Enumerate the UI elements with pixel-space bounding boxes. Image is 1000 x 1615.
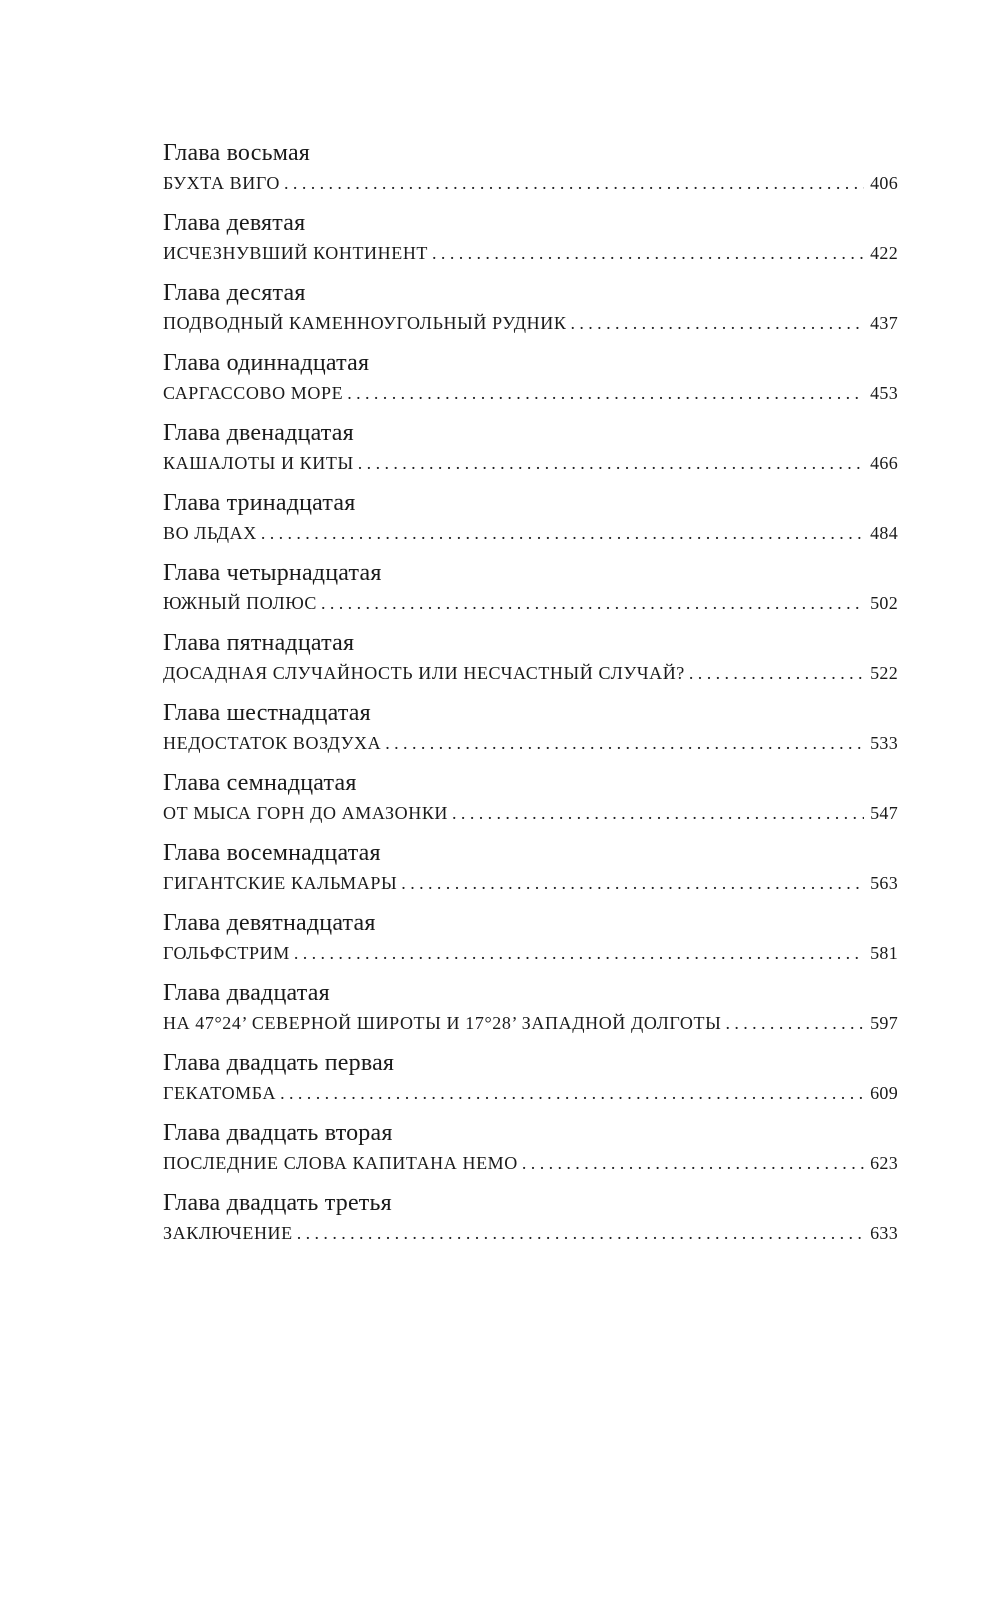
page-number: 437 bbox=[870, 313, 898, 333]
page-number: 522 bbox=[870, 663, 898, 683]
page-number: 466 bbox=[870, 453, 898, 473]
dot-leader bbox=[689, 661, 864, 685]
chapter-label: Глава девятая bbox=[163, 210, 306, 236]
dot-leader bbox=[280, 1081, 864, 1105]
dot-leader bbox=[725, 1011, 864, 1035]
dot-leader bbox=[321, 591, 864, 615]
toc-entry[interactable] bbox=[163, 348, 898, 418]
page-number: 563 bbox=[870, 873, 898, 893]
page-number: 533 bbox=[870, 733, 898, 753]
dot-leader bbox=[570, 311, 864, 335]
toc-entry[interactable] bbox=[163, 418, 898, 488]
page-number: 623 bbox=[870, 1153, 898, 1173]
chapter-title: БУХТА ВИГО bbox=[163, 173, 281, 193]
toc-entry[interactable] bbox=[163, 908, 898, 978]
chapter-line bbox=[163, 381, 898, 405]
toc-entry[interactable] bbox=[163, 1118, 898, 1188]
dot-leader bbox=[401, 871, 864, 895]
chapter-label: Глава восьмая bbox=[163, 140, 311, 166]
toc-entry[interactable] bbox=[163, 488, 898, 558]
dot-leader bbox=[284, 171, 864, 195]
page-number: 406 bbox=[870, 173, 898, 193]
dot-leader bbox=[297, 1221, 864, 1245]
chapter-title: ВО ЛЬДАХ bbox=[163, 523, 257, 543]
chapter-label: Глава девятнадцатая bbox=[163, 910, 376, 936]
dot-leader bbox=[358, 451, 864, 475]
page-number: 422 bbox=[870, 243, 898, 263]
chapter-title: ИСЧЕЗНУВШИЙ КОНТИНЕНТ bbox=[163, 243, 429, 263]
chapter-label: Глава двенадцатая bbox=[163, 420, 354, 446]
chapter-title: НА 47°24’ СЕВЕРНОЙ ШИРОТЫ И 17°28’ ЗАПАДНОЙ ДОЛГОТЫ bbox=[163, 1013, 722, 1033]
toc-entry[interactable] bbox=[163, 978, 898, 1048]
chapter-label: Глава десятая bbox=[163, 280, 306, 306]
chapter-line bbox=[163, 451, 898, 475]
chapter-line bbox=[163, 521, 898, 545]
chapter-title: ОТ МЫСА ГОРН ДО АМАЗОНКИ bbox=[163, 803, 449, 823]
chapter-line bbox=[163, 1151, 898, 1175]
chapter-label: Глава двадцать третья bbox=[163, 1190, 392, 1216]
toc-entry[interactable] bbox=[163, 208, 898, 278]
page-number: 581 bbox=[870, 943, 898, 963]
toc-entry[interactable] bbox=[163, 1188, 898, 1258]
dot-leader bbox=[294, 941, 864, 965]
chapter-label: Глава одиннадцатая bbox=[163, 350, 370, 376]
chapter-label: Глава шестнадцатая bbox=[163, 700, 371, 726]
toc-entry[interactable] bbox=[163, 838, 898, 908]
chapter-line bbox=[163, 241, 898, 265]
chapter-label: Глава тринадцатая bbox=[163, 490, 356, 516]
toc-entry[interactable] bbox=[163, 558, 898, 628]
dot-leader bbox=[261, 521, 864, 545]
page-number: 502 bbox=[870, 593, 898, 613]
chapter-line bbox=[163, 1221, 898, 1245]
dot-leader bbox=[452, 801, 864, 825]
chapter-title: ГЕКАТОМБА bbox=[163, 1083, 277, 1103]
chapter-title: ПОДВОДНЫЙ КАМЕННОУГОЛЬНЫЙ РУДНИК bbox=[163, 313, 567, 333]
page-number: 597 bbox=[870, 1013, 898, 1033]
page-number: 484 bbox=[870, 523, 898, 543]
dot-leader bbox=[385, 731, 864, 755]
chapter-label: Глава двадцатая bbox=[163, 980, 330, 1006]
page-number: 633 bbox=[870, 1223, 898, 1243]
chapter-title: ГОЛЬФСТРИМ bbox=[163, 943, 290, 963]
chapter-title: ДОСАДНАЯ СЛУЧАЙНОСТЬ ИЛИ НЕСЧАСТНЫЙ СЛУЧАЙ? bbox=[163, 663, 685, 683]
page-number: 609 bbox=[870, 1083, 898, 1103]
chapter-title: ГИГАНТСКИЕ КАЛЬМАРЫ bbox=[163, 873, 398, 893]
chapter-line bbox=[163, 801, 898, 825]
chapter-line bbox=[163, 171, 898, 195]
chapter-line bbox=[163, 731, 898, 755]
chapter-title: ЮЖНЫЙ ПОЛЮС bbox=[163, 593, 317, 613]
chapter-title: НЕДОСТАТОК ВОЗДУХА bbox=[163, 733, 382, 753]
chapter-line bbox=[163, 871, 898, 895]
chapter-label: Глава двадцать первая bbox=[163, 1050, 395, 1076]
chapter-line bbox=[163, 591, 898, 615]
toc-entry[interactable] bbox=[163, 138, 898, 208]
dot-leader bbox=[522, 1151, 864, 1175]
chapter-label: Глава восемнадцатая bbox=[163, 840, 381, 866]
chapter-title: ПОСЛЕДНИЕ СЛОВА КАПИТАНА НЕМО bbox=[163, 1153, 518, 1173]
chapter-label: Глава пятнадцатая bbox=[163, 630, 355, 656]
toc-entry[interactable] bbox=[163, 1048, 898, 1118]
table-of-contents bbox=[163, 138, 898, 1258]
toc-entry[interactable] bbox=[163, 768, 898, 838]
chapter-label: Глава четырнадцатая bbox=[163, 560, 382, 586]
chapter-line bbox=[163, 311, 898, 335]
toc-entry[interactable] bbox=[163, 698, 898, 768]
chapter-line bbox=[163, 661, 898, 685]
chapter-label: Глава семнадцатая bbox=[163, 770, 357, 796]
dot-leader bbox=[432, 241, 864, 265]
page-number: 453 bbox=[870, 383, 898, 403]
page-number: 547 bbox=[870, 803, 898, 823]
toc-entry[interactable] bbox=[163, 278, 898, 348]
toc-entry[interactable] bbox=[163, 628, 898, 698]
chapter-line bbox=[163, 1011, 898, 1035]
chapter-line bbox=[163, 941, 898, 965]
chapter-line bbox=[163, 1081, 898, 1105]
chapter-title: КАШАЛОТЫ И КИТЫ bbox=[163, 453, 354, 473]
chapter-title: САРГАССОВО МОРЕ bbox=[163, 383, 344, 403]
dot-leader bbox=[347, 381, 864, 405]
chapter-title: ЗАКЛЮЧЕНИЕ bbox=[163, 1223, 293, 1243]
chapter-label: Глава двадцать вторая bbox=[163, 1120, 393, 1146]
